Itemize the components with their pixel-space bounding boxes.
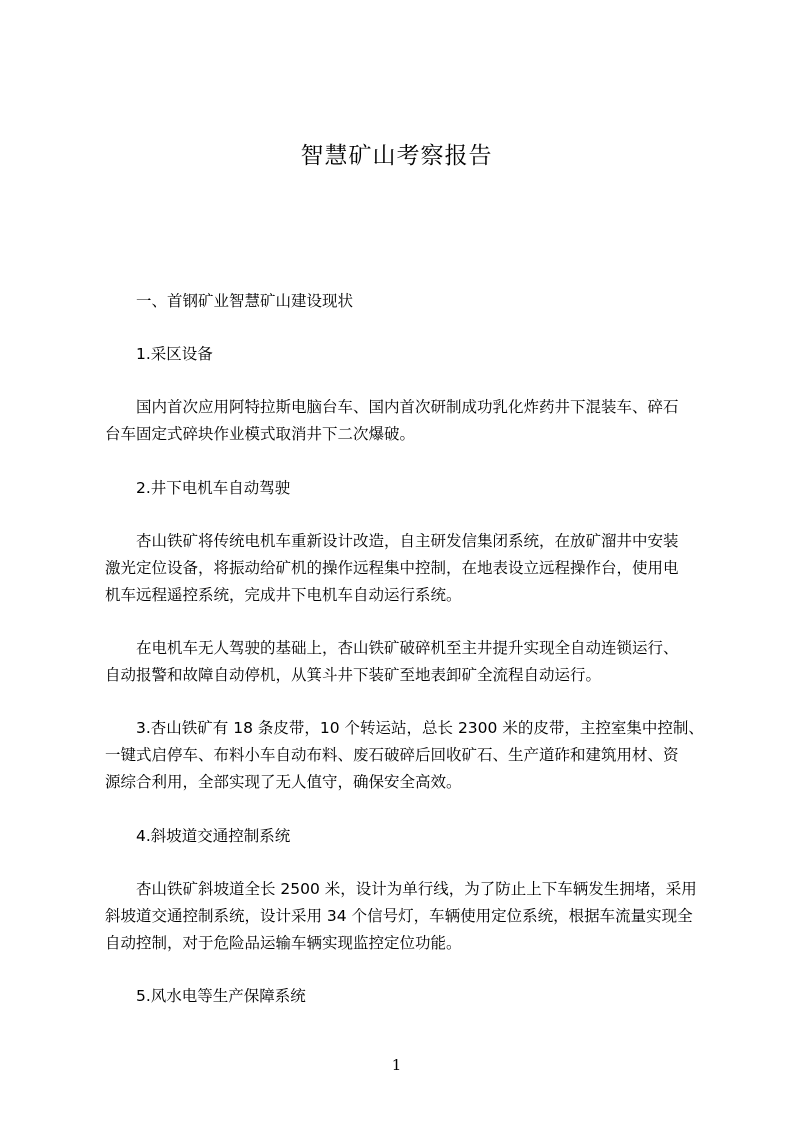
paragraph-line: 3.杏山铁矿有 18 条皮带，10 个转运站，总长 2300 米的皮带，主控室集中控制、 [136,719,704,737]
paragraph-line: 源综合利用，全部实现了无人值守，确保安全高效。 [105,773,462,791]
paragraph-line: 机车远程遥控系统，完成井下电机车自动运行系统。 [105,586,462,604]
paragraph-line: 杏山铁矿斜坡道全长 2500 米，设计为单行线，为了防止上下车辆发生拥堵，采用 [136,880,697,898]
paragraph-line: 一键式启停车、布料小车自动布料、废石破碎后回收矿石、生产道砟和建筑用材、资 [105,746,679,764]
paragraph-line: 激光定位设备，将振动给矿机的操作远程集中控制，在地表设立远程操作台，使用电 [105,559,679,577]
subsection-heading: 4.斜坡道交通控制系统 [136,827,291,845]
document-title: 智慧矿山考察报告 [300,143,493,169]
paragraph-line: 台车固定式碎块作业模式取消井下二次爆破。 [105,425,416,443]
paragraph-line: 杏山铁矿将传统电机车重新设计改造，自主研发信集闭系统，在放矿溜井中安装 [136,532,679,550]
subsection-heading: 5.风水电等生产保障系统 [136,987,306,1005]
subsection-heading: 2.井下电机车自动驾驶 [136,479,291,497]
section-heading: 一、首钢矿业智慧矿山建设现状 [136,292,354,310]
paragraph-line: 斜坡道交通控制系统，设计采用 34 个信号灯，车辆使用定位系统，根据车流量实现全 [105,907,693,925]
paragraph-line: 自动控制，对于危险品运输车辆实现监控定位功能。 [105,934,462,952]
page-number: 1 [391,1056,402,1074]
paragraph-line: 自动报警和故障自动停机，从箕斗井下装矿至地表卸矿全流程自动运行。 [105,666,602,684]
paragraph-line: 国内首次应用阿特拉斯电脑台车、国内首次研制成功乳化炸药井下混装车、碎石 [136,398,679,416]
paragraph-line: 在电机车无人驾驶的基础上，杏山铁矿破碎机至主井提升实现全自动连锁运行、 [136,639,679,657]
subsection-heading: 1.采区设备 [136,345,213,363]
